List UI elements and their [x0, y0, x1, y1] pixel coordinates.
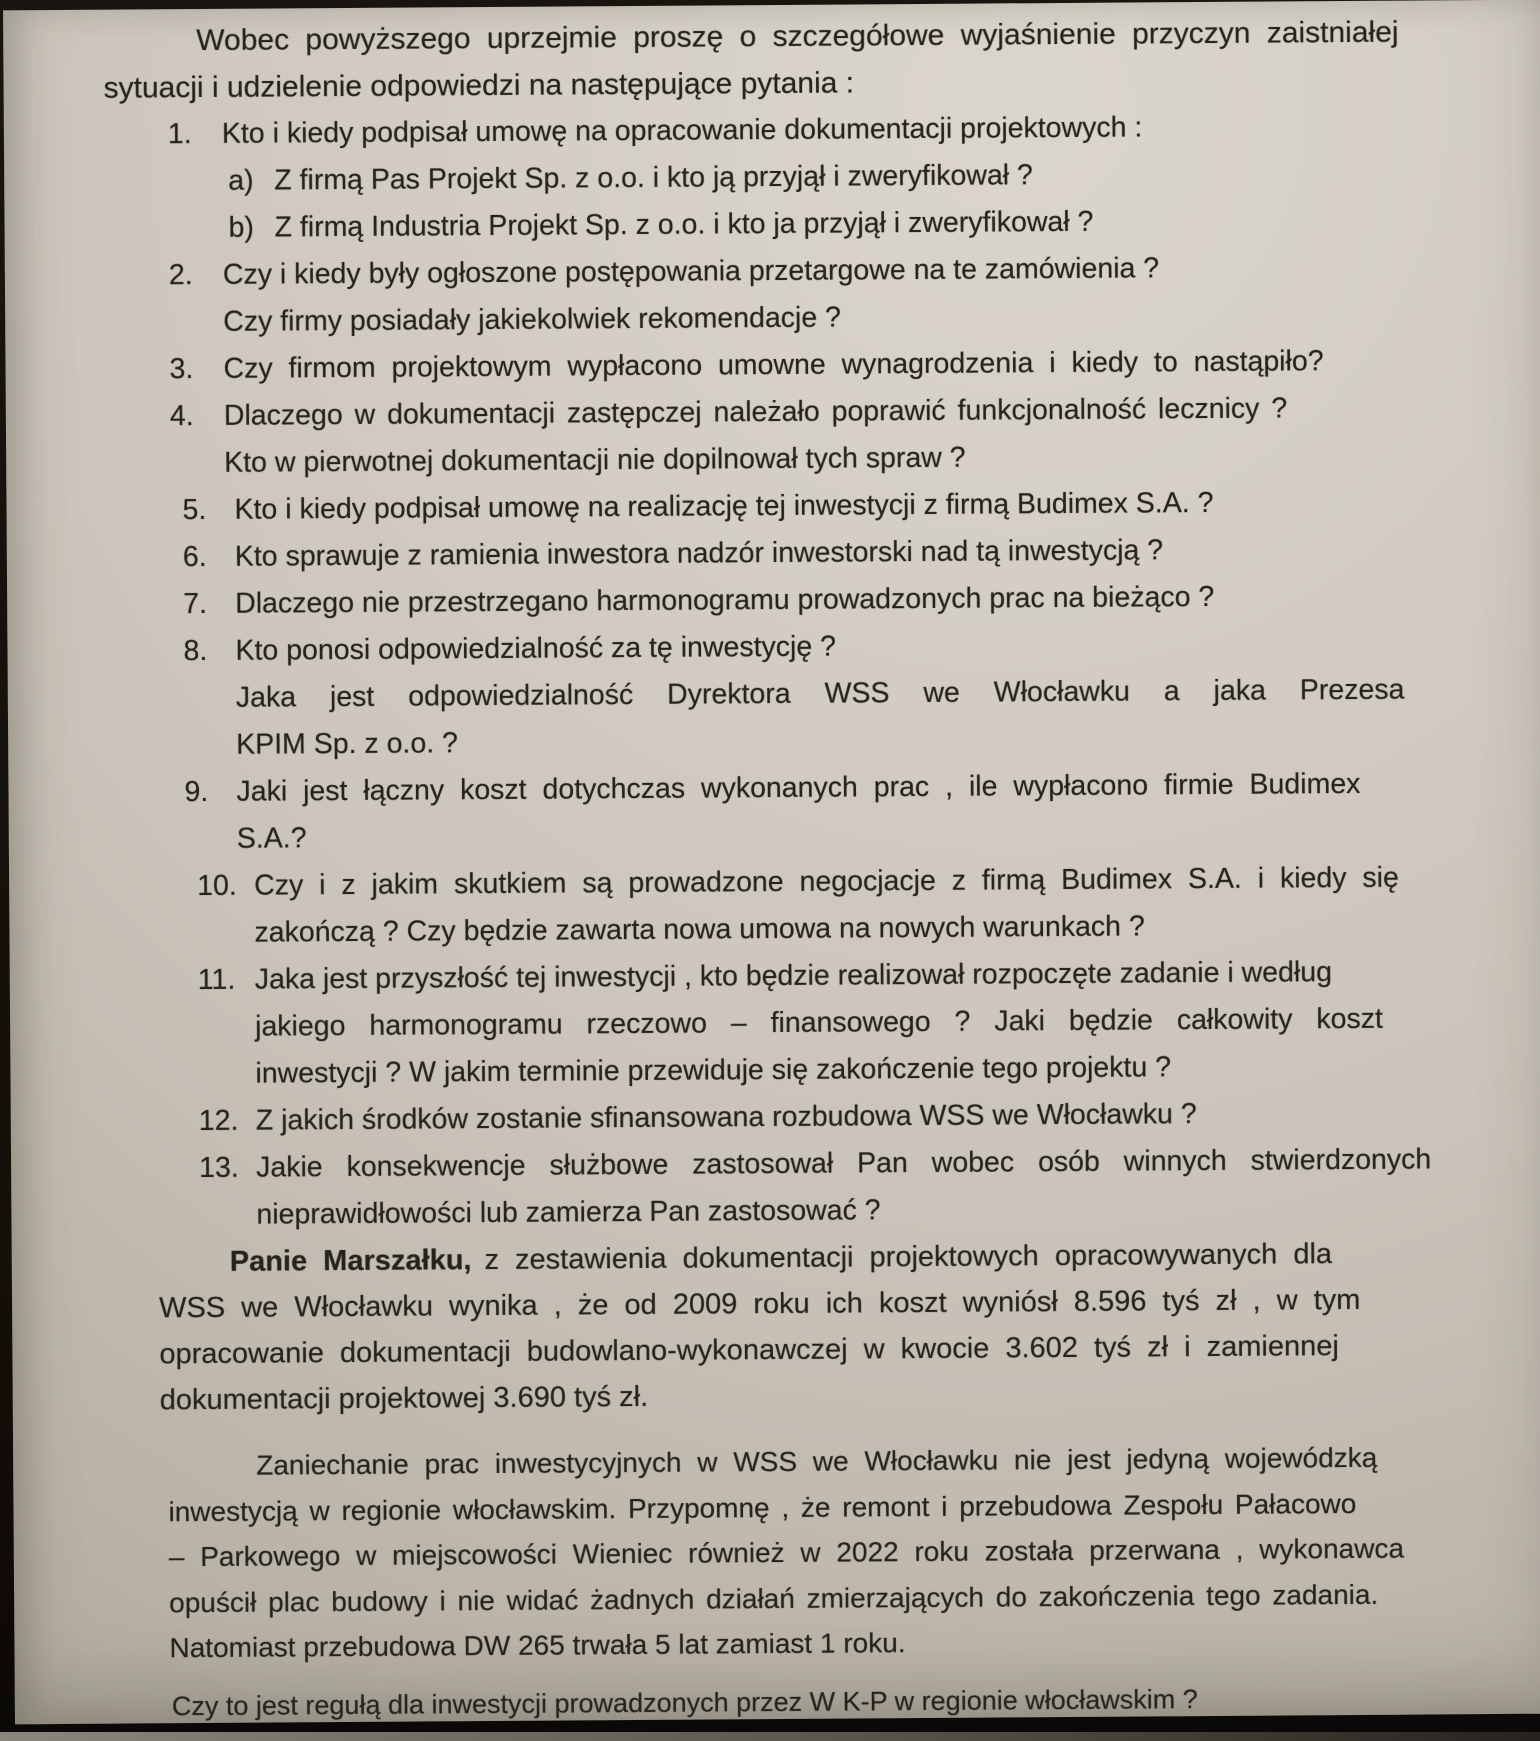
- intro-line: Wobec powyższego uprzejmie proszę o szczegółowe wyjaśnienie przyczyn zaistniałej: [196, 15, 1399, 58]
- question-text-line: Kto i kiedy podpisał umowę na opracowanie dokumentacji projektowych :: [221, 111, 1143, 150]
- question-number: 11.: [197, 963, 236, 997]
- question-text-line: jakiego harmonogramu rzeczowo – finansowego ? Jaki będzie całkowity koszt: [255, 1002, 1383, 1043]
- question-number: 9.: [184, 775, 209, 809]
- question-text-line: Jaka jest przyszłość tej inwestycji , kto będzie realizował rozpoczęte zadanie i według: [254, 956, 1333, 996]
- subitem-marker: b): [228, 211, 255, 244]
- photo-edge: [0, 1732, 1540, 1741]
- paragraph-line: WSS we Włocławku wynika , że od 2009 roku ich koszt wyniósł 8.596 tyś zł , w tym: [158, 1283, 1361, 1325]
- question-text-line: Czy firmy posiadały jakiekolwiek rekomendacje ?: [223, 301, 842, 338]
- questions-list: [104, 102, 1439, 1239]
- question-text-line: Kto w pierwotnej dokumentacji nie dopilnował tych spraw ?: [224, 441, 966, 479]
- question-text-line: Czy firmom projektowym wypłacono umowne wynagrodzenia i kiedy to nastąpiło?: [223, 345, 1324, 385]
- question-text-line: S.A.?: [236, 822, 307, 855]
- question-text-line: Kto ponosi odpowiedzialność za tę inwestycję ?: [235, 630, 837, 667]
- question-item-13: [111, 1136, 1439, 1239]
- question-text-line: Dlaczego w dokumentacji zastępczej należało poprawić funkcjonalność lecznicy ?: [223, 392, 1288, 432]
- summary-paragraph: [159, 1231, 1415, 1424]
- subitem-text-line: Z firmą Pas Projekt Sp. z o.o. i kto ją przyjął i zweryfikował ?: [274, 159, 1033, 197]
- question-text-line: Jaki jest łączny koszt dotychczas wykonanych prac , ile wypłacono firmie Budimex: [236, 767, 1361, 808]
- paragraph-line: dokumentacji projektowej 3.690 tyś zł.: [159, 1380, 649, 1417]
- paragraph-line: Zaniechanie prac inwestycyjnych w WSS we Włocławku nie jest jedyną wojewódzką: [256, 1441, 1378, 1481]
- question-text-line: nieprawidłowości lub zamierza Pan zastosować ?: [256, 1194, 881, 1231]
- question-text-line: Kto i kiedy podpisał umowę na realizację tej inwestycji z firmą Budimex S.A. ?: [234, 486, 1214, 526]
- question-number: 7.: [183, 587, 208, 621]
- closing-question: Czy to jest regułą dla inwestycji prowadzonych przez W K-P w regionie włocławskim ?: [171, 1683, 1198, 1721]
- question-item-11: [110, 948, 1438, 1098]
- paragraph-line: opuścił plac budowy i nie widać żadnych działań zmierzających do zakończenia tego zadania.: [169, 1578, 1379, 1618]
- subitem-text-line: Z firmą Industria Projekt Sp. z o.o. i kto ja przyjął i zweryfikował ?: [274, 205, 1094, 244]
- paragraph-line: – Parkowego w miejscowości Wieniec również w 2022 roku została przerwana , wykonawca: [168, 1532, 1405, 1573]
- bold-salutation: Panie Marszałku,: [229, 1244, 472, 1278]
- regional-investments-paragraph: [168, 1435, 1417, 1671]
- question-text-line: Czy i kiedy były ogłoszone postępowania przetargowe na te zamówienia ?: [222, 252, 1160, 291]
- question-number: 4.: [169, 400, 194, 433]
- question-text-line: Dlaczego nie przestrzegano harmonogramu prowadzonych prac na bieżąco ?: [235, 580, 1215, 620]
- question-number: 6.: [182, 540, 207, 574]
- question-text-line: Jakie konsekwencje służbowe zastosował Pan wobec osób winnych stwierdzonych: [256, 1143, 1432, 1184]
- question-text-line: KPIM Sp. z o.o. ?: [236, 727, 459, 761]
- question-text-line: Kto sprawuje z ramienia inwestora nadzór inwestorski nad tą inwestycją ?: [234, 534, 1164, 573]
- question-text-line: Czy i z jakim skutkiem są prowadzone negocjacje z firmą Budimex S.A. i kiedy się: [254, 861, 1399, 902]
- question-number: 5.: [182, 493, 207, 527]
- paragraph-line: opracowanie dokumentacji budowlano-wykonawczej w kwocie 3.602 tyś zł i zamiennej: [159, 1330, 1339, 1371]
- document-page: [3, 0, 1540, 1724]
- intro-paragraph: [103, 8, 1431, 111]
- question-item-10: [109, 854, 1437, 957]
- question-number: 10.: [197, 869, 237, 903]
- paragraph-line: Natomiast przebudowa DW 265 trwała 5 lat zamiast 1 roku.: [169, 1627, 906, 1664]
- subitem-marker: a): [228, 164, 254, 197]
- question-text-line: Jaka jest odpowiedzialność Dyrektora WSS we Włocławku a jaka Prezesa: [235, 673, 1405, 714]
- question-item-8: [107, 619, 1435, 769]
- question-item-4: [106, 384, 1434, 487]
- question-number: 1.: [167, 118, 192, 151]
- paragraph-line: inwestycją w regionie włocławskim. Przypomnę , że remont i przebudowa Zespołu Pałacowo: [168, 1487, 1357, 1527]
- question-text-line: Z jakich środków zostanie sfinansowana rozbudowa WSS we Włocławku ?: [255, 1098, 1197, 1137]
- intro-line: sytuacji i udzielenie odpowiedzi na następujące pytania :: [103, 66, 855, 105]
- question-text-line: zakończą ? Czy będzie zawarta nowa umowa na nowych warunkach ?: [254, 910, 1145, 949]
- question-number: 8.: [183, 634, 208, 668]
- document-content: [3, 0, 1540, 1724]
- paragraph-text: z zestawienia dokumentacji projektowych opracowywanych dla: [484, 1238, 1333, 1277]
- question-number: 2.: [168, 259, 193, 292]
- question-number: 13.: [199, 1151, 239, 1185]
- question-text-line: inwestycji ? W jakim terminie przewiduje się zakończenie tego projektu ?: [255, 1051, 1172, 1090]
- question-number: 12.: [198, 1104, 239, 1138]
- question-item-9: [108, 760, 1436, 863]
- question-item-2: [105, 243, 1433, 346]
- question-number: 3.: [169, 353, 194, 386]
